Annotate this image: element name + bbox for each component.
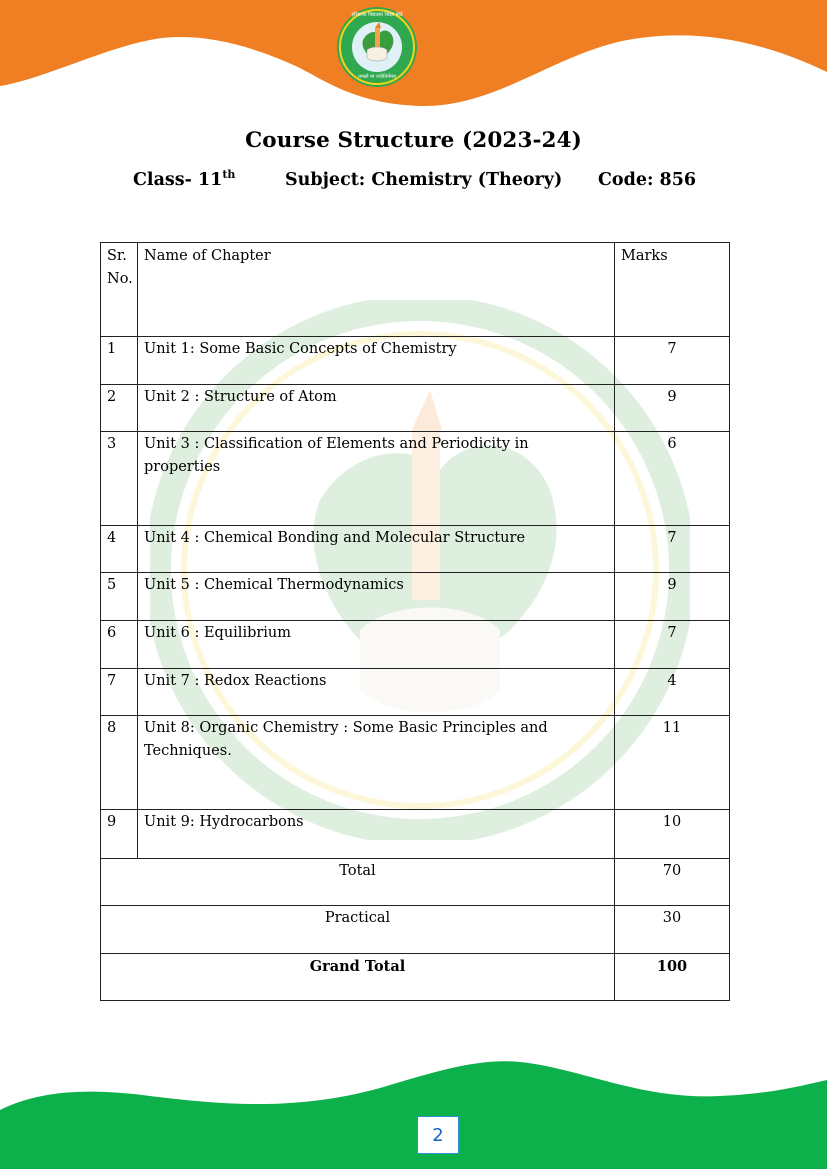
row-marks: 9 bbox=[615, 573, 730, 621]
table-header-row bbox=[101, 243, 730, 337]
total-marks: 70 bbox=[615, 859, 730, 906]
class-suffix: th bbox=[222, 168, 236, 181]
row-chapter: Unit 2 : Structure of Atom bbox=[138, 385, 615, 432]
total-row bbox=[101, 859, 730, 906]
practical-marks: 30 bbox=[615, 906, 730, 954]
row-marks: 7 bbox=[615, 337, 730, 385]
row-chapter: Unit 4 : Chemical Bonding and Molecular Structure bbox=[138, 526, 615, 573]
class-text: Class- 11 bbox=[133, 170, 223, 190]
row-sr: 8 bbox=[101, 716, 138, 810]
header-sr-no: Sr. No. bbox=[101, 243, 138, 337]
footer-green-wave bbox=[0, 1040, 827, 1169]
header-chapter: Name of Chapter bbox=[138, 243, 615, 337]
logo-bottom-text: तमसो मा ज्योतिर्गमय bbox=[358, 74, 396, 80]
row-sr: 5 bbox=[101, 573, 138, 621]
row-chapter: Unit 3 : Classification of Elements and Periodicity in properties bbox=[138, 432, 615, 526]
row-marks: 7 bbox=[615, 526, 730, 573]
row-sr: 9 bbox=[101, 810, 138, 859]
practical-label: Practical bbox=[101, 906, 615, 954]
subject-label: Subject: Chemistry (Theory) bbox=[285, 170, 563, 190]
row-chapter: Unit 9: Hydrocarbons bbox=[138, 810, 615, 859]
page-title: Course Structure (2023-24) bbox=[245, 128, 582, 153]
row-marks: 10 bbox=[615, 810, 730, 859]
table-row bbox=[101, 621, 730, 669]
course-structure-table bbox=[100, 242, 730, 1001]
class-label bbox=[133, 170, 235, 190]
grand-total-marks: 100 bbox=[615, 954, 730, 1001]
table-row bbox=[101, 573, 730, 621]
code-label: Code: 856 bbox=[598, 170, 697, 190]
logo-top-text: हरियाणा विद्यालय शिक्षा बोर्ड bbox=[351, 12, 403, 18]
row-sr: 7 bbox=[101, 669, 138, 716]
board-logo bbox=[333, 6, 421, 88]
grand-total-row bbox=[101, 954, 730, 1001]
grand-total-label: Grand Total bbox=[101, 954, 615, 1001]
table-row bbox=[101, 526, 730, 573]
row-chapter: Unit 1: Some Basic Concepts of Chemistry bbox=[138, 337, 615, 385]
row-marks: 11 bbox=[615, 716, 730, 810]
table-row bbox=[101, 716, 730, 810]
row-chapter: Unit 5 : Chemical Thermodynamics bbox=[138, 573, 615, 621]
row-chapter: Unit 8: Organic Chemistry : Some Basic Principles and Techniques. bbox=[138, 716, 615, 810]
table-row bbox=[101, 669, 730, 716]
table-row bbox=[101, 432, 730, 526]
page-number: 2 bbox=[417, 1116, 459, 1154]
total-label: Total bbox=[101, 859, 615, 906]
practical-row bbox=[101, 906, 730, 954]
header-marks: Marks bbox=[615, 243, 730, 337]
row-sr: 1 bbox=[101, 337, 138, 385]
row-marks: 4 bbox=[615, 669, 730, 716]
table-row bbox=[101, 810, 730, 859]
row-marks: 9 bbox=[615, 385, 730, 432]
row-sr: 6 bbox=[101, 621, 138, 669]
row-sr: 2 bbox=[101, 385, 138, 432]
table-row bbox=[101, 385, 730, 432]
row-sr: 4 bbox=[101, 526, 138, 573]
row-sr: 3 bbox=[101, 432, 138, 526]
row-marks: 6 bbox=[615, 432, 730, 526]
row-chapter: Unit 7 : Redox Reactions bbox=[138, 669, 615, 716]
table-row bbox=[101, 337, 730, 385]
row-marks: 7 bbox=[615, 621, 730, 669]
row-chapter: Unit 6 : Equilibrium bbox=[138, 621, 615, 669]
